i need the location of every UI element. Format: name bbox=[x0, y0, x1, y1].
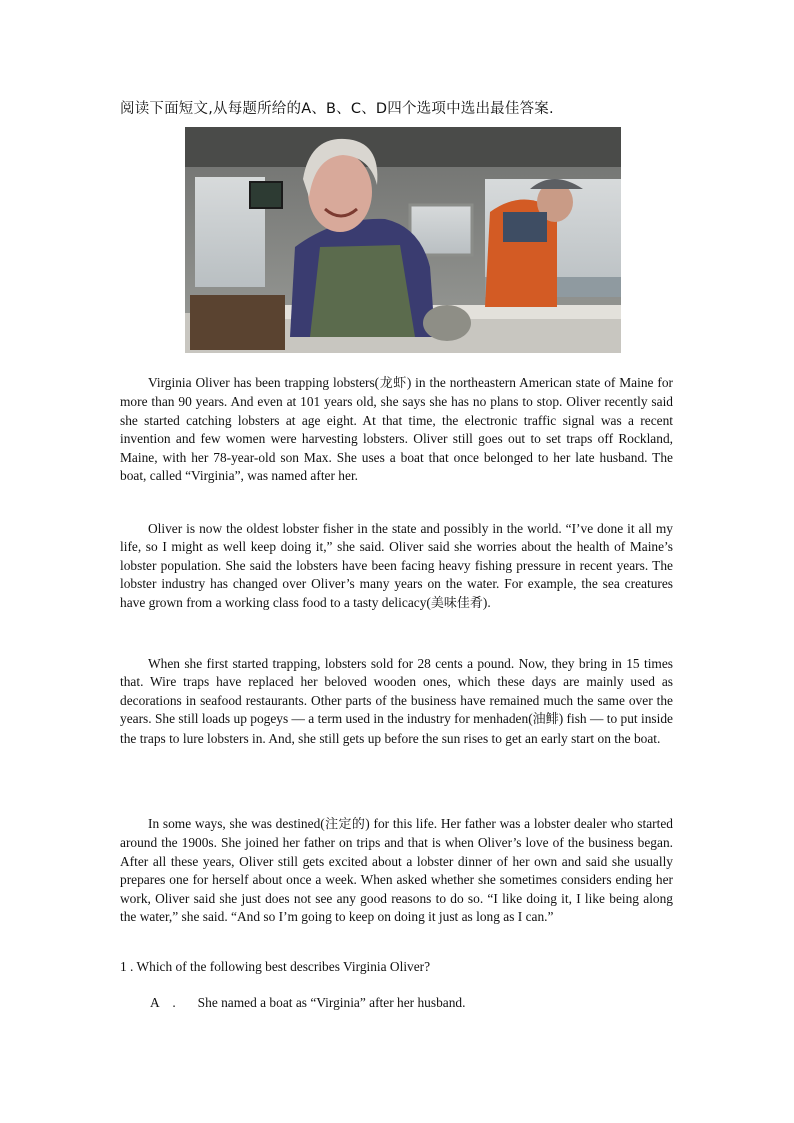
option-a[interactable] bbox=[150, 992, 465, 1011]
paragraph-1-gloss: 龙虾 bbox=[379, 376, 407, 391]
paragraph-3-gloss: 油鲱 bbox=[532, 712, 559, 728]
paragraph-4 bbox=[120, 815, 673, 926]
photo bbox=[185, 127, 621, 353]
paragraph-1 bbox=[120, 374, 673, 485]
photo-glove bbox=[423, 305, 471, 341]
paragraph-2-text-b: ). bbox=[482, 594, 491, 610]
paragraph-3 bbox=[120, 655, 673, 748]
paragraph-2-text-a: Oliver is now the oldest lobster fisher in the state and possibly in the world. “I’ve done it all my life, so I might as well keep doing it,” she said. Oliver said she worries about the health of Maine’s lobster population. She said the lobsters have been facing heavy fishing pressure in recent years. The lobster industry has changed over Oliver’s many years on the water. For example, the sea creatures have grown from a working class food to a tasty delicacy( bbox=[120, 521, 673, 610]
photo-wooden-box bbox=[190, 295, 285, 350]
paragraph-4-text-b: ) for this life. Her father was a lobster dealer who started around the 1900s. She joined her father on trips and that is when Oliver’s love of the business began. After all these years, Oliver still gets excited about a lobster dinner of her own and said she usually prepares one for herself about once a week. When asked whether she sometimes considers ending her work, Oliver said she just does not see any good reasons to do so. “I like doing it, I like being along the water,” she said. “And so I’m going to keep on doing it just as long as I can.” bbox=[120, 816, 673, 925]
photo-man-shirt bbox=[503, 212, 547, 242]
option-a-text: She named a boat as “Virginia” after her husband. bbox=[197, 995, 466, 1010]
paragraph-1-text-b: ) in the northeastern American state of Maine for more than 90 years. And even at 101 years old, she says she has no plans to stop. Oliver recently said she started catching lobsters at age eight. At that time, the electronic traffic signal was a recent invention and few women were harvesting lobsters. Oliver still goes out to set traps off Rockland, Maine, with her 78-year-old son Max. She uses a boat that once belonged to her late husband. The boat, called “Virginia”, was named after her. bbox=[120, 375, 673, 484]
instruction-text: 阅读下面短文,从每题所给的A、B、C、D四个选项中选出最佳答案. bbox=[120, 101, 554, 117]
paragraph-1-text-a: Virginia Oliver has been trapping lobsters( bbox=[148, 375, 380, 390]
photo-cabin-roof bbox=[185, 127, 621, 167]
photo-screen bbox=[250, 182, 282, 208]
photo-woman-overalls bbox=[310, 245, 415, 337]
paragraph-2 bbox=[120, 520, 673, 613]
paragraph-4-gloss: 注定的 bbox=[324, 817, 366, 832]
paragraph-4-text-a: In some ways, she was destined( bbox=[148, 816, 325, 831]
paragraph-3-text-a: When she first started trapping, lobsters sold for 28 cents a pound. Now, they bring in 15 times that. Wire traps have replaced her beloved wooden ones, which these days are mainly used as decorations in seafood restaurants. Other parts of the business have remained much the same over the years. She still loads up pogeys — a term used in the industry for menhaden( bbox=[120, 656, 673, 727]
option-a-letter: A . bbox=[150, 995, 176, 1010]
paragraph-3-text-b: ) fish — to put inside the traps to lure lobsters in. And, she still gets up before the sun rises to get an early start on the boat. bbox=[120, 711, 673, 746]
paragraph-2-gloss: 美味佳肴 bbox=[430, 595, 483, 611]
question-1: 1 . Which of the following best describes Virginia Oliver? bbox=[120, 959, 431, 974]
